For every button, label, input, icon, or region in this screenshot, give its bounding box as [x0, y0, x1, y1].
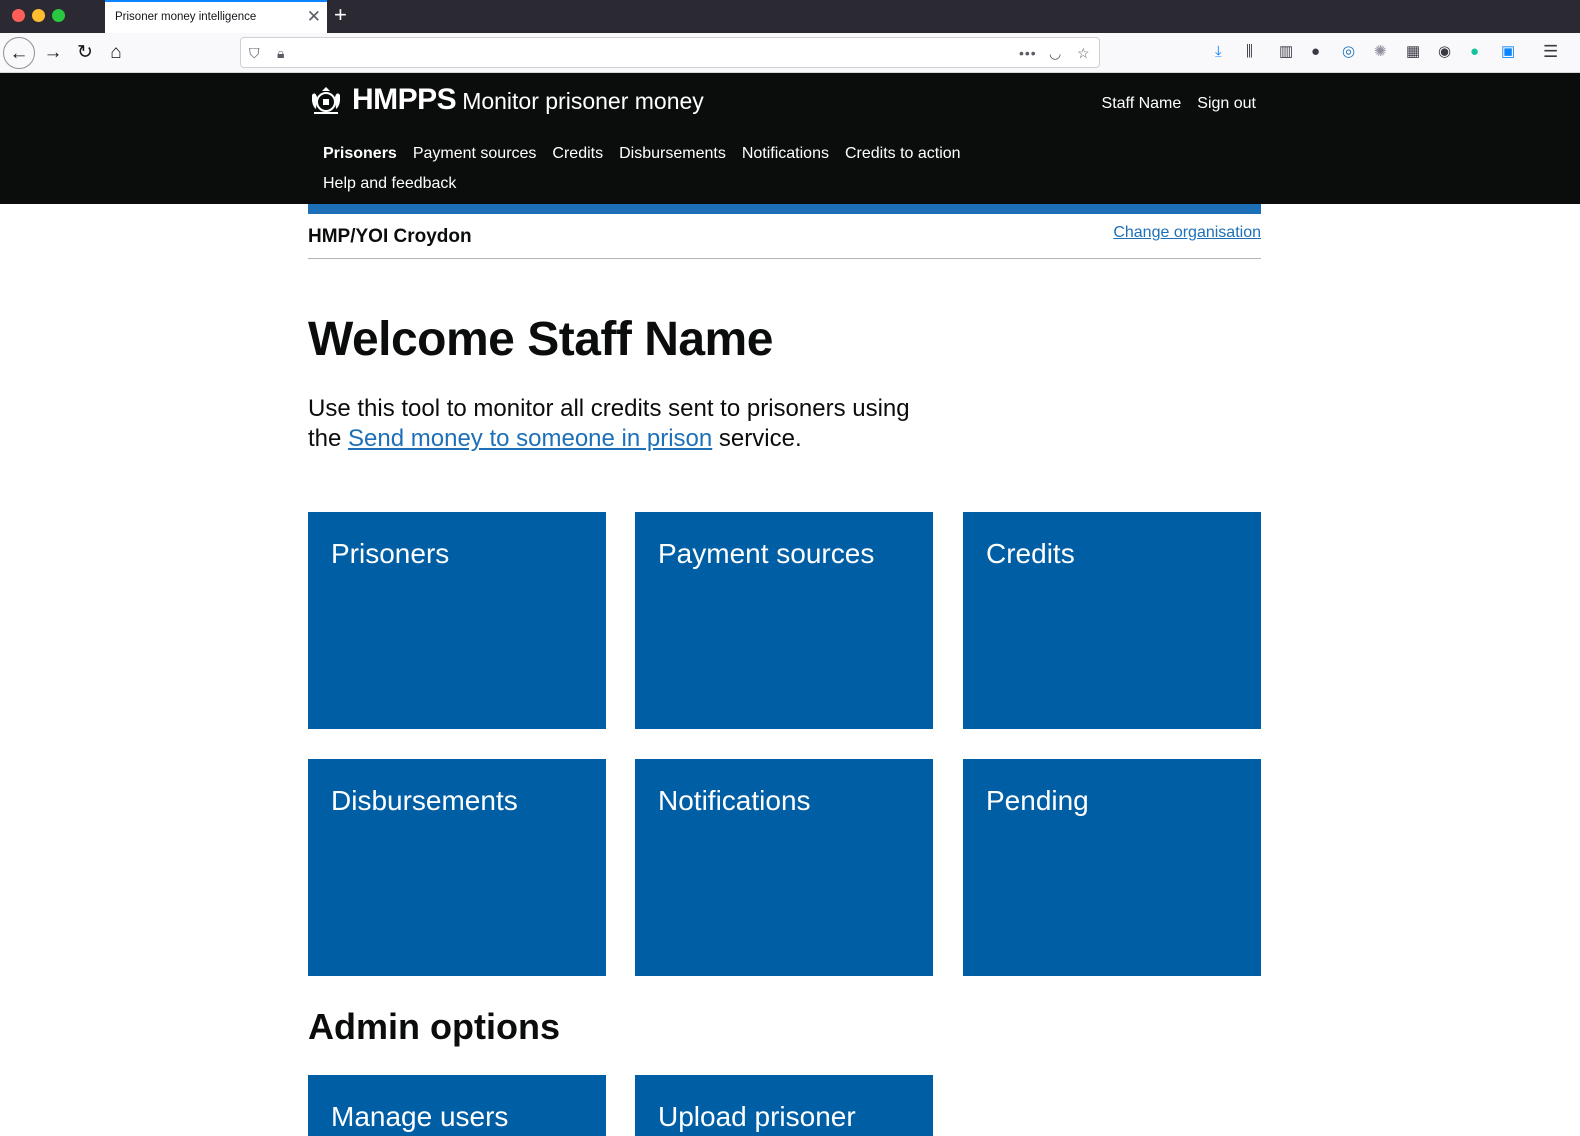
- tile-label: Upload prisoner: [658, 1101, 856, 1132]
- main-navigation: [323, 139, 1023, 199]
- nav-item-notifications[interactable]: Notifications: [741, 145, 829, 162]
- nav-item-credits[interactable]: Credits: [552, 145, 604, 162]
- nav-item-prisoners[interactable]: Prisoners: [323, 145, 397, 162]
- new-tab-button[interactable]: +: [334, 2, 347, 27]
- intro-text-end: service.: [712, 425, 802, 452]
- intro-text: [308, 394, 948, 454]
- tile-label: Manage users: [331, 1101, 509, 1132]
- tile-upload-prisoner[interactable]: [635, 1075, 933, 1136]
- service-brand[interactable]: [352, 83, 704, 117]
- tile-manage-users[interactable]: [308, 1075, 606, 1136]
- sidebar-icon[interactable]: ▥: [1279, 43, 1294, 60]
- browser-tab-bar: [0, 0, 1580, 33]
- brand-name: HMPPS: [352, 83, 457, 116]
- library-icon[interactable]: ⫼: [1246, 43, 1253, 60]
- nav-item-help-and-feedback[interactable]: Help and feedback: [323, 175, 457, 192]
- extension-icon[interactable]: ◎: [1342, 43, 1356, 60]
- address-bar[interactable]: [240, 37, 1100, 68]
- service-name: Monitor prisoner money: [462, 88, 704, 114]
- change-organisation-link[interactable]: Change organisation: [1113, 224, 1261, 241]
- back-arrow-icon[interactable]: ←: [3, 37, 35, 69]
- tile-prisoners[interactable]: [308, 512, 606, 729]
- shield-icon[interactable]: ⛉: [249, 45, 260, 61]
- user-name-link[interactable]: Staff Name: [1101, 95, 1182, 112]
- maximize-window-button[interactable]: [52, 9, 65, 22]
- tile-label: Notifications: [658, 785, 811, 816]
- menu-icon[interactable]: ☰: [1543, 42, 1559, 61]
- minimize-window-button[interactable]: [32, 9, 45, 22]
- nav-item-credits-to-action[interactable]: Credits to action: [844, 145, 961, 162]
- extension-avatar-icon[interactable]: ●: [1311, 43, 1321, 60]
- user-links: [1086, 95, 1256, 113]
- extension-icon[interactable]: ◉: [1438, 43, 1452, 60]
- nav-item-payment-sources[interactable]: Payment sources: [412, 145, 537, 162]
- home-icon[interactable]: ⌂: [110, 42, 122, 63]
- tile-notifications[interactable]: [635, 759, 933, 976]
- site-header: [0, 73, 1580, 204]
- intro-text-start: Use this tool to monitor all credits sent to prisoners using the: [308, 395, 910, 452]
- download-icon[interactable]: ⤓: [1215, 43, 1222, 60]
- divider: [308, 258, 1261, 259]
- more-icon[interactable]: •••: [1019, 45, 1037, 61]
- forward-arrow-icon[interactable]: →: [43, 42, 63, 63]
- browser-tab[interactable]: [105, 0, 327, 33]
- tile-label: Prisoners: [331, 538, 450, 569]
- extension-icon[interactable]: ✺: [1374, 43, 1387, 60]
- header-accent-bar: [308, 204, 1261, 214]
- close-window-button[interactable]: [12, 9, 25, 22]
- send-money-link[interactable]: Send money to someone in prison: [348, 425, 713, 452]
- reload-icon[interactable]: ↻: [77, 42, 93, 63]
- page-title: Welcome Staff Name: [308, 313, 773, 366]
- tile-pending[interactable]: [963, 759, 1261, 976]
- close-icon[interactable]: ✕: [306, 7, 321, 26]
- browser-toolbar: [0, 33, 1580, 73]
- tile-credits[interactable]: [963, 512, 1261, 729]
- tile-label: Disbursements: [331, 785, 518, 816]
- tile-disbursements[interactable]: [308, 759, 606, 976]
- tile-label: Payment sources: [658, 538, 875, 569]
- royal-crest-icon: [308, 85, 344, 117]
- tile-label: Credits: [986, 538, 1075, 569]
- tab-title: Prisoner money intelligence: [115, 11, 257, 23]
- tile-label: Pending: [986, 785, 1089, 816]
- organisation-name: HMP/YOI Croydon: [308, 226, 472, 247]
- tile-payment-sources[interactable]: [635, 512, 933, 729]
- extension-icon[interactable]: ▣: [1501, 43, 1516, 60]
- admin-options-heading: Admin options: [308, 1006, 560, 1047]
- pocket-icon[interactable]: ◡: [1049, 45, 1062, 61]
- star-icon[interactable]: ☆: [1077, 45, 1090, 61]
- lock-icon[interactable]: 🔒︎: [277, 45, 285, 61]
- sign-out-link[interactable]: Sign out: [1197, 95, 1256, 112]
- extension-icon[interactable]: ▦: [1406, 43, 1421, 60]
- nav-item-disbursements[interactable]: Disbursements: [619, 145, 726, 162]
- grammarly-icon[interactable]: ●: [1470, 43, 1480, 60]
